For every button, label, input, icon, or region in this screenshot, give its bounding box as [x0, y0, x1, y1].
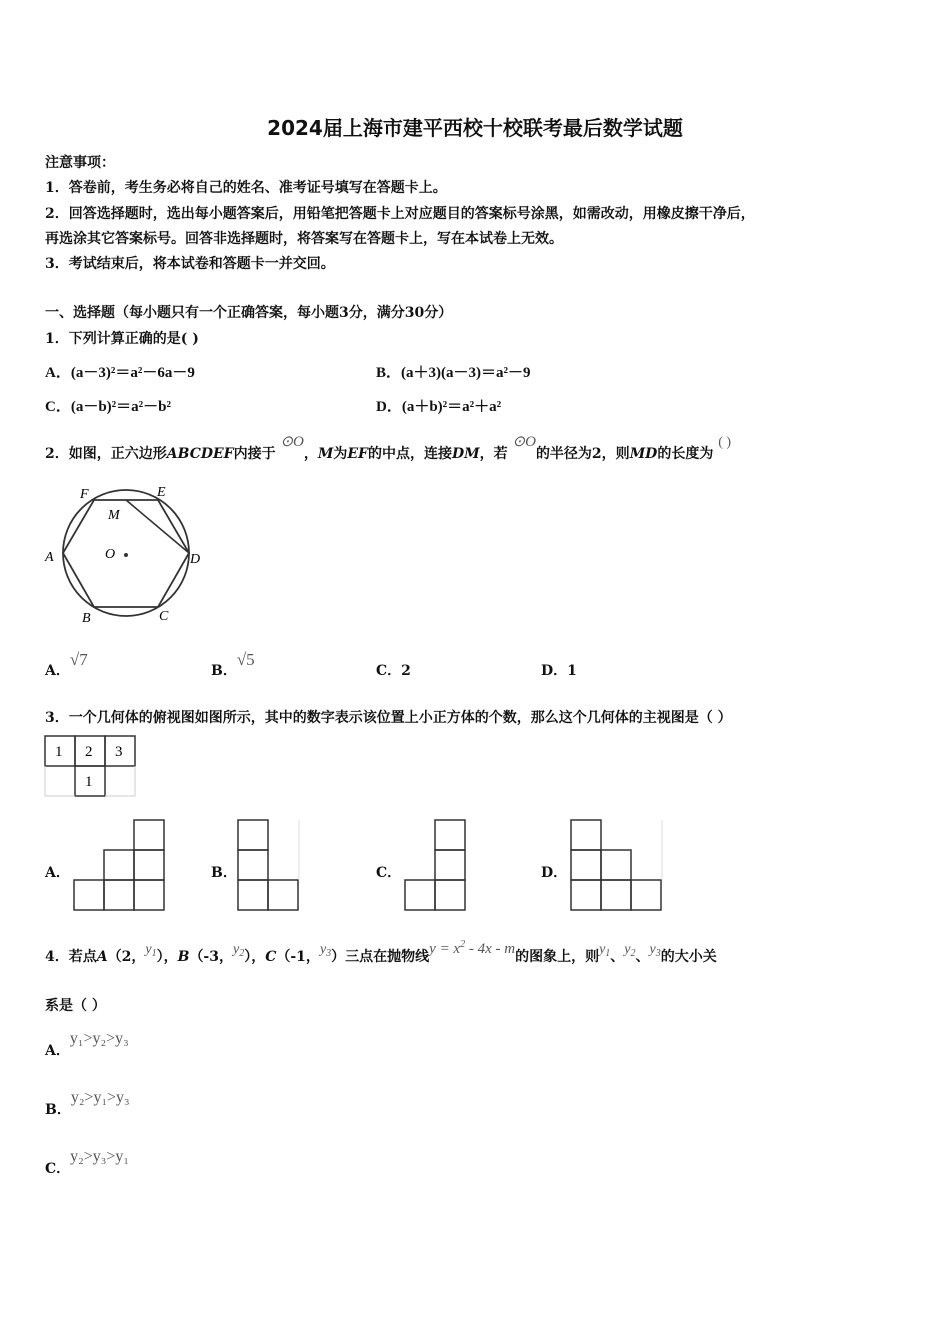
q4-text-8: 的图象上，则	[515, 949, 600, 965]
y2b-subscript: 2	[630, 948, 636, 959]
q4-stem	[45, 939, 717, 967]
q3-option-c-label: C．	[376, 865, 402, 881]
q4-point-b: B	[177, 949, 190, 965]
notice-item-3: 3．考试结束后，将本试卷和答题卡一并交回。	[45, 256, 335, 272]
grid-cell-3: 3	[115, 744, 123, 760]
q2-segment-ef: EF	[347, 446, 369, 462]
q3-option-d-label: D．	[541, 865, 568, 881]
formula-part-2: - 4x - m	[465, 941, 516, 957]
q2-hexagon-figure	[40, 480, 215, 630]
q1-option-c: C．(a－b)²＝a²－b²	[45, 399, 171, 415]
section-heading: 一、选择题（每小题只有一个正确答案，每小题3分，满分30分）	[45, 305, 453, 321]
notice-heading: 注意事项：	[45, 155, 115, 171]
q2-option-b-label: B．	[211, 663, 237, 679]
center-point	[124, 553, 128, 557]
q2-hexagon-name: ABCDEF	[166, 446, 234, 462]
q3-option-a-label: A．	[45, 865, 70, 881]
y2-letter: y	[233, 942, 240, 957]
formula-exponent: 2	[460, 939, 466, 950]
q1-option-b: B．(a＋3)(a－3)＝a²－9	[376, 365, 531, 381]
y3-letter: y	[319, 942, 327, 957]
q2-text-6: ，若	[479, 446, 508, 462]
label-e: E	[157, 485, 166, 500]
label-f: F	[80, 487, 89, 502]
q4-option-a	[45, 1030, 129, 1060]
q2-circle-o-2: ⊙O	[512, 434, 536, 450]
q4-option-c-label: C．	[45, 1161, 71, 1177]
y3b-subscript: 3	[655, 948, 661, 959]
q4-option-c	[45, 1148, 129, 1178]
q4-text-5: ），	[244, 949, 266, 965]
q4-stem-line2: 系是（ ）	[45, 998, 106, 1014]
q2-option-b-value: √5	[236, 650, 255, 669]
q4-y2-b	[624, 942, 635, 957]
q4-parabola-formula	[429, 941, 515, 957]
label-o: O	[105, 547, 116, 562]
q2-text-8: 的长度为	[657, 446, 714, 462]
q2-option-a-label: A．	[45, 663, 70, 679]
q4-option-c-value: y₂>y₃>y₁	[70, 1148, 129, 1165]
q4-y3	[320, 942, 331, 957]
q2-stem	[45, 434, 732, 463]
q2-answer-paren: ( )	[718, 435, 732, 450]
q2-text-1: 2．如图，正六边形	[45, 446, 167, 462]
q4-text-9: 、	[610, 949, 625, 965]
notice-item-1: 1．答卷前，考生务必将自己的姓名、准考证号填写在答题卡上。	[45, 180, 447, 196]
q4-y1-b	[599, 942, 610, 957]
q4-text-10: 、	[635, 949, 650, 965]
q2-circle-o-1: ⊙O	[280, 434, 304, 450]
q2-point-m: M	[317, 446, 334, 462]
q4-point-c: C	[265, 949, 277, 965]
label-d: D	[190, 552, 201, 567]
grid-cell-1: 1	[55, 744, 63, 760]
page-title: 2024届上海市建平西校十校联考最后数学试题	[267, 116, 683, 140]
q2-option-d: D．1	[541, 663, 577, 679]
y3-subscript: 3	[326, 948, 332, 959]
label-c: C	[159, 609, 169, 624]
q4-text-7: ）三点在抛物线	[331, 949, 430, 965]
q2-segment-md: MD	[629, 446, 658, 462]
grid-cell-4: 1	[85, 774, 93, 790]
y2-subscript: 2	[239, 948, 245, 959]
q4-text-6: （-1，	[276, 949, 320, 965]
q4-y1	[145, 942, 156, 957]
q2-text-4: 为	[333, 446, 348, 462]
q4-text-11: 的大小关	[660, 949, 717, 965]
q4-text-4: （-3，	[189, 949, 233, 965]
q4-option-b	[45, 1089, 130, 1119]
y2b-letter: y	[624, 942, 631, 957]
q4-option-a-value: y₁>y₂>y₃	[69, 1030, 129, 1047]
y1-letter: y	[145, 942, 152, 957]
label-m: M	[108, 508, 120, 523]
grid-cell-2: 2	[85, 744, 93, 760]
q4-point-a: A	[96, 949, 108, 965]
y1b-subscript: 1	[605, 948, 611, 959]
y3b-letter: y	[649, 942, 656, 957]
q3-top-view-grid	[44, 735, 140, 801]
q3-option-d-figure	[570, 819, 665, 911]
q1-option-d: D．(a＋b)²＝a²＋a²	[376, 399, 502, 415]
q1-option-a: A．(a－3)²＝a²－6a－9	[45, 365, 195, 381]
q4-option-b-value: y₂>y₁>y₃	[70, 1089, 130, 1106]
q3-option-c-figure	[404, 819, 469, 911]
q4-text-1: 4．若点	[45, 949, 97, 965]
q4-option-a-label: A．	[45, 1043, 70, 1059]
q3-option-b-label: B．	[211, 865, 237, 881]
q2-text-3: ，	[303, 446, 318, 462]
q4-y3-b	[650, 942, 661, 957]
q4-y2	[233, 942, 244, 957]
q2-text-7: 的半径为2，则	[535, 446, 630, 462]
notice-item-2: 2．回答选择题时，选出每小题答案后，用铅笔把答题卡上对应题目的答案标号涂黑，如需改动，用橡皮擦干净后，	[45, 206, 755, 222]
label-a: A	[45, 550, 54, 565]
y1b-letter: y	[599, 942, 606, 957]
q2-text-5: 的中点，连接	[368, 446, 453, 462]
q1-stem: 1．下列计算正确的是( )	[45, 331, 199, 347]
q4-option-b-label: B．	[45, 1102, 71, 1118]
q4-text-2: （2，	[107, 949, 146, 965]
formula-part-1: y = x	[429, 941, 461, 957]
y1-subscript: 1	[151, 948, 157, 959]
segment-dm	[126, 500, 189, 553]
q3-stem: 3．一个几何体的俯视图如图所示，其中的数字表示该位置上小正方体的个数，那么这个几何体的主视图是（ ）	[45, 710, 732, 726]
q3-option-b-figure	[237, 819, 302, 911]
q4-text-3: ），	[156, 949, 178, 965]
q2-option-b	[211, 650, 255, 680]
label-b: B	[82, 611, 91, 626]
notice-item-2-cont: 再选涂其它答案标号。回答非选择题时，将答案写在答题卡上，写在本试卷上无效。	[45, 231, 563, 247]
q2-option-c: C．2	[376, 663, 411, 679]
q2-option-a	[45, 650, 88, 680]
q3-option-a-figure	[73, 819, 168, 911]
q2-text-2: 内接于	[233, 446, 276, 462]
q2-option-a-value: √7	[69, 650, 88, 669]
q2-segment-dm: DM	[452, 446, 480, 462]
